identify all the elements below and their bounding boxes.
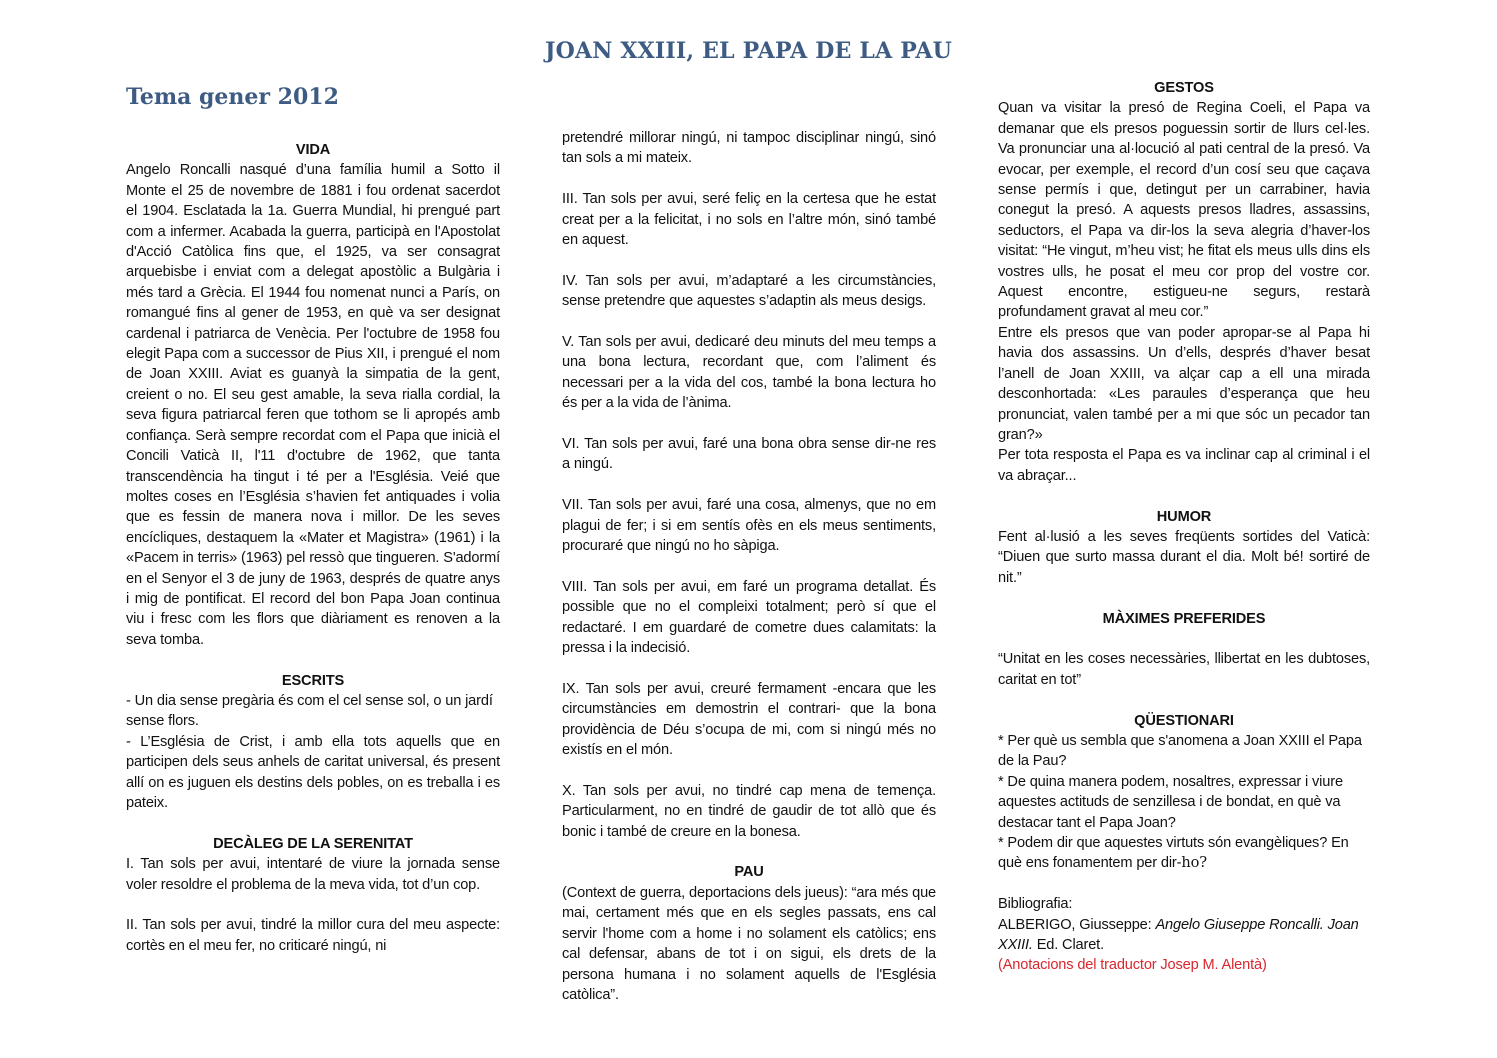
questionari-heading: QÜESTIONARI	[1134, 712, 1234, 729]
bibliografia-label: Bibliografia:	[998, 896, 1073, 913]
decaleg-item-1: I. Tan sols per avui, intentaré de viure la jornada sense voler resoldre el problema de la meva vida, tot d’un cop.	[126, 856, 500, 893]
decaleg-item-5: V. Tan sols per avui, dedicaré deu minuts del meu temps a una bona lectura, recordant que, com l’aliment és necessari per a la vida del cos, també la bona lectura ho és per a la vida de l’ànima.	[562, 334, 936, 412]
maximes-text: “Unitat en les coses necessàries, llibertat en les dubtoses, caritat en tot”	[998, 651, 1370, 688]
decaleg-item-8: VIII. Tan sols per avui, em faré un programa detallat. És possible que no el compleixi totalment; però sí que el redactaré. I em guardaré de cometre dues calamitats: la pressa i la indecisió.	[562, 578, 936, 657]
decaleg-heading: DECÀLEG DE LA SERENITAT	[213, 835, 413, 852]
questionari-item-3-main: * Podem dir que aquestes virtuts són evangèliques? En què ens fonamentem per dir-	[998, 834, 1349, 872]
decaleg-item-9: IX. Tan sols per avui, creuré fermament -encara que les circumstàncies em demostrin el contrari- que la bona providència de Déu s’ocupa de mi, com si ningú més no existís en el món.	[562, 680, 936, 759]
escrits-heading: ESCRITS	[281, 672, 345, 689]
column-middle	[562, 128, 936, 1005]
decaleg-item-10: X. Tan sols per avui, no tindré cap mena de temença. Particularment, no en tindré de gaudir de tot allò que és bonic i també de creure en la bonesa.	[562, 782, 936, 840]
decaleg-item-3: III. Tan sols per avui, seré feliç en la certesa que he estat creat per a la felicitat, i no sols en l’altre món, sinó també en aquest.	[562, 191, 936, 249]
maximes-heading: MÀXIMES PREFERIDES	[1102, 610, 1266, 627]
humor-heading: HUMOR	[1156, 508, 1212, 525]
bibliografia-author: ALBERIGO, Giusseppe:	[998, 916, 1156, 933]
gestos-heading: GESTOS	[1154, 80, 1214, 96]
vida-heading: VIDA	[295, 142, 331, 158]
gestos-paragraph-3: Per tota resposta el Papa es va inclinar cap al criminal i el va abraçar...	[998, 447, 1370, 484]
escrits-item-2: - L’Església de Crist, i amb ella tots aquells que en participen dels seus anhels de caritat universal, és present allí on es juguen els destins dels pobles, on es treballa i es pateix.	[126, 733, 500, 811]
questionari-item-3-tail: ho?	[1181, 854, 1207, 872]
bibliografia-publisher: Ed. Claret.	[1032, 936, 1104, 953]
bibliografia-entry	[998, 915, 1370, 956]
translator-note: (Anotacions del traductor Josep M. Alentà)	[998, 957, 1267, 974]
decaleg-item-4: IV. Tan sols per avui, m’adaptaré a les circumstàncies, sense pretendre que aquestes s’adaptin als meus desigs.	[562, 272, 936, 310]
pau-heading: PAU	[734, 864, 764, 881]
gestos-paragraph-1: Quan va visitar la presó de Regina Coeli, el Papa va demanar que els presos poguessin sortir de llurs cel·les. Va pronunciar una al·locució al pati central de la presó. Va evocar, per exemple, el record d’un cosí seu que caçava sense permís i que, detingut per un carrabiner, havia conegut la presó. A aquests presos lladres, assassins, seductors, el Papa va dir-los la seva alegria d’haver-los visitat: “He vingut, m’heu vist; he fitat els meus ulls dins els vostres ulls, he posat el meu cor prop del vostre cor. Aquest encontre, estigueu-ne segurs, restarà profundament gravat al meu cor.”	[998, 100, 1370, 321]
bibliografia-work: Angelo Giuseppe Roncalli. Joan XXIII.	[998, 916, 1359, 953]
page-subtitle: Tema gener 2012	[126, 84, 339, 110]
column-left	[126, 140, 500, 956]
vida-text: Angelo Roncalli nasqué d’una família humil a Sotto il Monte el 25 de novembre de 1881 i fou ordenat sacerdot el 1904. Esclatada la 1a. Guerra Mundial, hi prengué part com a infermer. Acabada la guerra, participà en l'Apostolat d'Acció Catòlica fins que, el 1925, va ser consagrat arquebisbe i enviat com a delegat apostòlic a Bulgària i més tard a Grècia. El 1944 fou nomenat nunci a París, on romangué fins al gener de 1953, en què va ser designat cardenal i patriarca de Venècia. Per l'octubre de 1958 fou elegit Papa com a successor de Pius XII, i prengué el nom de Joan XXIII. Aviat es guanyà la simpatia de la gent, creient o no. El seu gest amable, la seva rialla cordial, la seva figura patriarcal feren que tothom se li apropés amb confiança. Serà sempre recordat com el Papa que inicià el Concili Vaticà II, l'11 d'octubre de 1962, que tanta transcendència ha tingut i té per a l'Església. Veié que moltes coses en l’Església s’havien fet antiquades i volia que es fessin de manera nova i millor. De les seves encícliques, destaquem la «Mater et Magistra» (1961) i la «Pacem in terris» (1963) pel ressò que tingueren. S'adormí en el Senyor el 3 de juny de 1963, després de quatre anys i mig de pontificat. El record del bon Papa Joan continua viu i fresc com les flors que diàriament es renoven a la seva tomba.	[126, 162, 500, 648]
questionari-item-3	[998, 833, 1370, 874]
pau-text: (Context de guerra, deportacions dels jueus): “ara més que mai, certament més que en els segles passats, ens cal servir l'home com a home i no solament els catòlics; ens cal defensar, abans de tot i on sigui, els drets de la persona humana i no solament aquells de l'Església catòlica”.	[562, 884, 936, 1003]
escrits-item-1: - Un dia sense pregària és com el cel sense sol, o un jardí sense flors.	[126, 692, 493, 730]
column-right	[998, 78, 1370, 976]
decaleg-item-2-start: II. Tan sols per avui, tindré la millor cura del meu aspecte: cortès en el meu fer, no criticaré ningú, ni	[126, 917, 500, 954]
decaleg-item-7: VII. Tan sols per avui, faré una cosa, almenys, que no em plagui de fer; i si em sentís ofès en els meus sentiments, procuraré que ningú no ho sàpiga.	[562, 497, 936, 555]
gestos-paragraph-2: Entre els presos que van poder apropar-se al Papa hi havia dos assassins. Un d’ells, després d’haver besat l’anell de Joan XXIII, va alçar cap a ell una mirada desconhortada: «Les paraules d’esperança que heu pronunciat, valen també per a mi que sóc un pecador tan gran?»	[998, 324, 1370, 443]
page-title: JOAN XXIII, EL PAPA DE LA PAU	[544, 38, 953, 64]
decaleg-item-2-end: pretendré millorar ningú, ni tampoc disciplinar ningú, sinó tan sols a mi mateix.	[562, 130, 936, 167]
decaleg-item-6: VI. Tan sols per avui, faré una bona obra sense dir-ne res a ningú.	[562, 436, 936, 473]
questionari-item-2: * De quina manera podem, nosaltres, expressar i viure aquestes actituds de senzillesa i de bondat, en què va destacar tant el Papa Joan?	[998, 773, 1343, 831]
questionari-item-1: * Per què us sembla que s'anomena a Joan XXIII el Papa de la Pau?	[998, 732, 1362, 770]
humor-text: Fent al·lusió a les seves freqüents sortides del Vaticà: “Diuen que surto massa durant el dia. Molt bé! sortiré de nit.”	[998, 528, 1370, 586]
